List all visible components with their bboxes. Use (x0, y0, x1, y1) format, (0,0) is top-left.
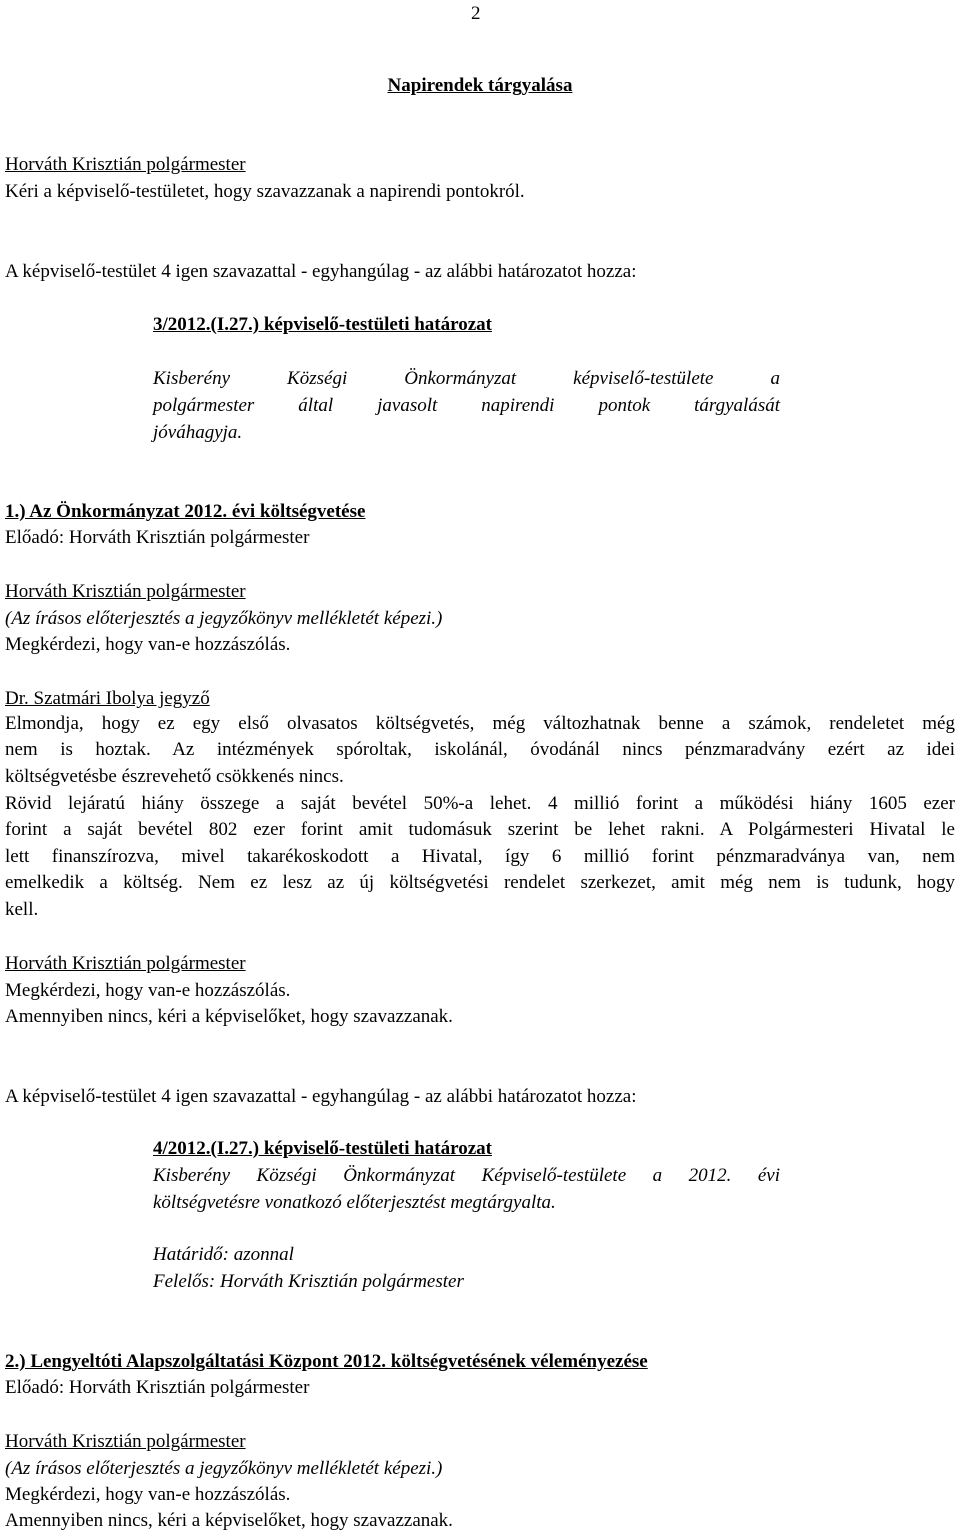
responsible: Felelős: Horváth Krisztián polgármester (153, 1271, 464, 1292)
paragraph-line: Elmondja, hogy ez egy első olvasatos költségvetés, még változhatnak benne a számok, rendeletet még (5, 713, 955, 734)
speaker-statement: Megkérdezi, hogy van-e hozzászólás. (5, 634, 291, 655)
paragraph-line: lett finanszírozva, mivel takarékoskodott a Hivatal, így 6 millió forint pénzmaradványa van, nem (5, 846, 955, 867)
speaker-name: Horváth Krisztián polgármester (5, 154, 246, 175)
agenda-item-title: 2.) Lengyeltóti Alapszolgáltatási Központ 2012. költségvetésének véleményezése (5, 1351, 648, 1372)
attachment-note: (Az írásos előterjesztés a jegyzőkönyv mellékletét képezi.) (5, 608, 443, 629)
speaker-statement: Amennyiben nincs, kéri a képviselőket, hogy szavazzanak. (5, 1006, 453, 1027)
paragraph-line: emelkedik a költség. Nem ez lesz az új költségvetési rendelet szerkezet, amit még nem is tudunk, hogy (5, 872, 955, 893)
resolution-title: 4/2012.(I.27.) képviselő-testületi határozat (153, 1138, 492, 1159)
page-number: 2 (471, 3, 481, 24)
presenter: Előadó: Horváth Krisztián polgármester (5, 1377, 310, 1398)
speaker-name: Dr. Szatmári Ibolya jegyző (5, 688, 210, 709)
resolution-text-line: Kisberény Községi Önkormányzat Képviselő-testülete a 2012. évi (153, 1165, 780, 1186)
speaker-statement: Kéri a képviselő-testületet, hogy szavazzanak a napirendi pontokról. (5, 181, 525, 202)
speaker-name: Horváth Krisztián polgármester (5, 953, 246, 974)
speaker-statement: Megkérdezi, hogy van-e hozzászólás. (5, 980, 291, 1001)
resolution-text-line: polgármester által javasolt napirendi pontok tárgyalását (153, 395, 780, 416)
vote-result: A képviselő-testület 4 igen szavazattal - egyhangúlag - az alábbi határozatot hozza: (5, 1086, 637, 1107)
paragraph-line: forint a saját bevétel 802 ezer forint amit tudomásuk szerint be lehet rakni. A Polgármesteri Hivatal le (5, 819, 955, 840)
presenter: Előadó: Horváth Krisztián polgármester (5, 527, 310, 548)
resolution-text-line: költségvetésre vonatkozó előterjesztést megtárgyalta. (153, 1192, 556, 1213)
speaker-statement: Amennyiben nincs, kéri a képviselőket, hogy szavazzanak. (5, 1510, 453, 1531)
speaker-name: Horváth Krisztián polgármester (5, 1431, 246, 1452)
page-heading: Napirendek tárgyalása (387, 75, 573, 96)
agenda-item-title: 1.) Az Önkormányzat 2012. évi költségvetése (5, 501, 366, 522)
speaker-name: Horváth Krisztián polgármester (5, 581, 246, 602)
resolution-text-line: Kisberény Községi Önkormányzat képviselő-testülete a (153, 368, 780, 389)
paragraph-line: Rövid lejáratú hiány összege a saját bevétel 50%-a lehet. 4 millió forint a működési hiány 1605 ezer (5, 793, 955, 814)
paragraph-line: költségvetésbe észrevehető csökkenés nincs. (5, 766, 344, 787)
deadline: Határidő: azonnal (153, 1244, 294, 1265)
vote-result: A képviselő-testület 4 igen szavazattal - egyhangúlag - az alábbi határozatot hozza: (5, 261, 637, 282)
resolution-title: 3/2012.(I.27.) képviselő-testületi határozat (153, 314, 492, 335)
paragraph-line: kell. (5, 899, 39, 920)
resolution-text-line: jóváhagyja. (153, 422, 243, 443)
speaker-statement: Megkérdezi, hogy van-e hozzászólás. (5, 1484, 291, 1505)
attachment-note: (Az írásos előterjesztés a jegyzőkönyv mellékletét képezi.) (5, 1458, 443, 1479)
paragraph-line: nem is hoztak. Az intézmények spóroltak, iskolánál, óvodánál nincs pénzmaradvány ezért az idei (5, 739, 955, 760)
